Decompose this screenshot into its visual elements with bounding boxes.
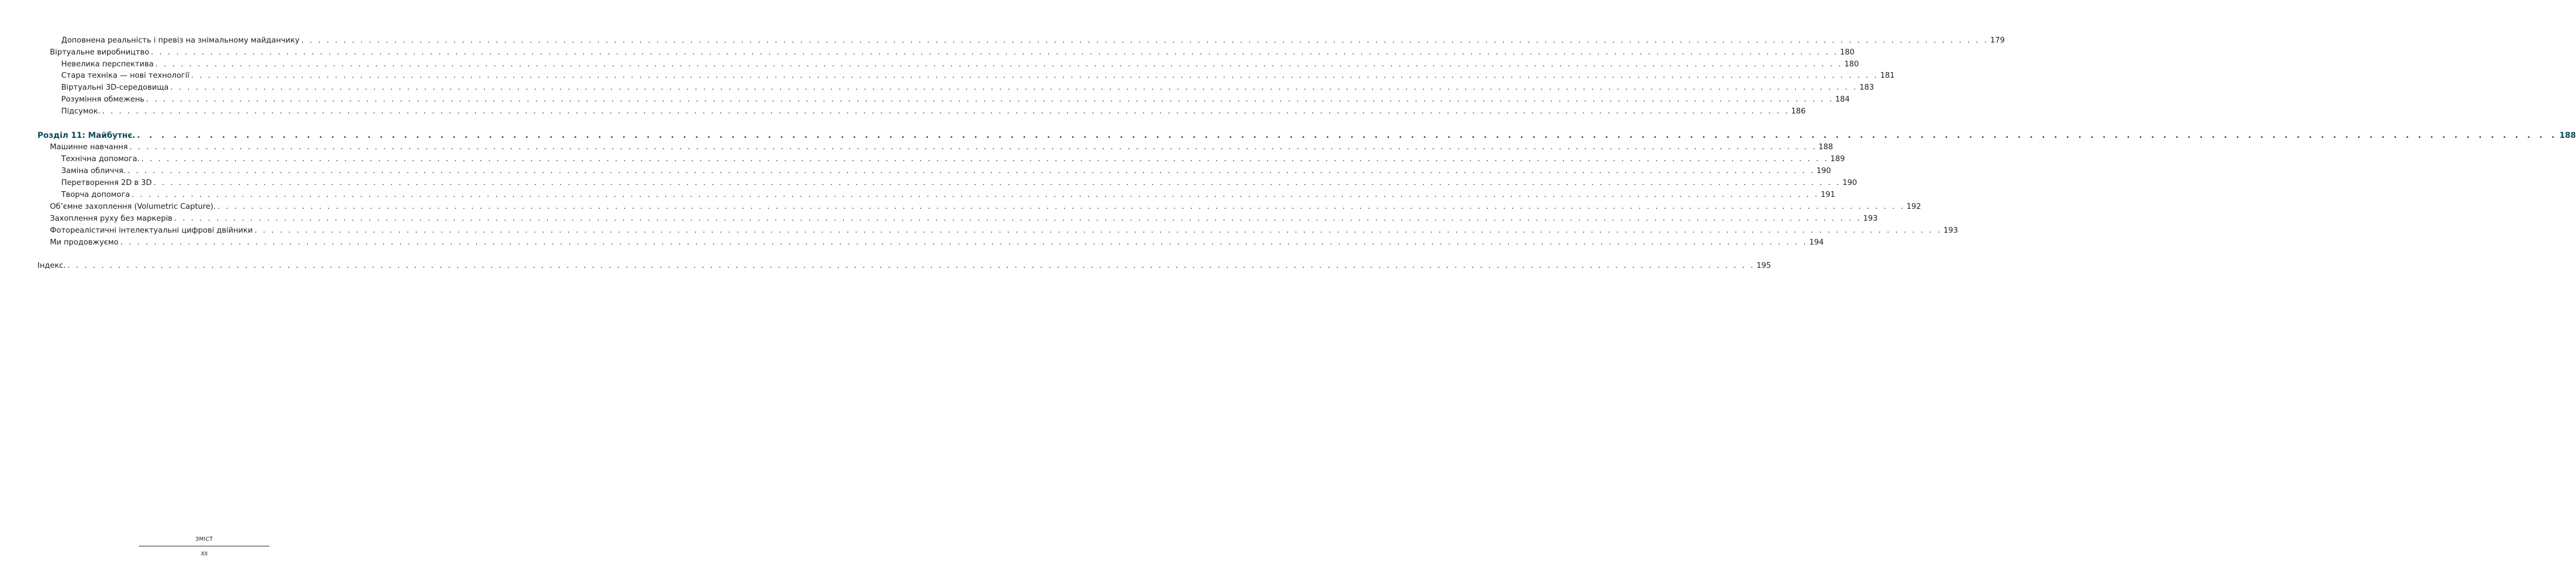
- toc-leader-dots: . . . . . . . . . . . . . . . . . . . . . . . . . . . . . . . . . . . . . . . . . . . . . . . . . . . . . . . . . . . . . . . . . . . . . . . . . . . . . . . . . . . . . . . . . . . . . . . . . . . . . . . . . . . . . . . . . . . . . . . . . . . . . . . . . . . . . . . . . . . . . . . . . . . . . . . . . . . . . . . . . . . . . . . . . . . . . . . . . . . . . . . . . . . . . . . . . . . . . . . .: [146, 95, 1834, 104]
- toc-entry[interactable]: [37, 260, 1771, 272]
- toc-leader-dots: . . . . . . . . . . . . . . . . . . . . . . . . . . . . . . . . . . . . . . . . . . . . . . . . . . . . . . . . . . . . . . . . . . . . . . . . . . . . . . . . . . . . . . . . . . . . . . . . . . . . . . . . . . . . . . . . . . . . . . . . . . . . . . . . . . . . . . . . . . . . . . . . . . . . . . . . . . . . . . . . . . . . . . . . . . . . . . . . . . . . . . . . . . . . . . . . . . . . . . . .: [102, 107, 1790, 116]
- toc-entry-title: Індекс.: [37, 262, 66, 270]
- running-footer-section: ЗМІСТ: [195, 536, 213, 542]
- toc-entry-page: 190: [1842, 179, 1857, 187]
- toc-entry-page: 194: [1809, 238, 1824, 247]
- toc-leader-dots: . . . . . . . . . . . . . . . . . . . . . . . . . . . . . . . . . . . . . . . . . . . . . . . . . . . . . . . . . . . . . . . . . . . . . . . . . . . . . . . . . . . . . . . . . . . . . . . . . . . . . . . . . . . . . . . . . . . . . . . . . . . . . . . . . . . . . . . . . . . . . . . . . . . . . . . . . . . . . . . . . . . . . . . . . . . . . . . . . . . . . . . . . . . . . . . . . . . . . . . .: [155, 60, 1843, 69]
- toc-entry[interactable]: [61, 35, 2005, 47]
- toc-entry-title: Фотореалістичні інтелектуальні цифрові двійники: [50, 226, 253, 235]
- toc-entry-title: Доповнена реальність і превіз на знімальному майданчику: [61, 36, 300, 45]
- toc-entry-title: Стара техніка — нові технології: [61, 71, 189, 80]
- toc-entry-page: 181: [1880, 71, 1895, 80]
- toc-entry-title: Творча допомога: [61, 191, 130, 199]
- toc-entry-page: 189: [1830, 155, 1845, 163]
- toc-leader-dots: . . . . . . . . . . . . . . . . . . . . . . . . . . . . . . . . . . . . . . . . . . . . . . . . . . . . . . . . . . . . . . . . . . . . . . . . . . . . . . . . . . . . . . . . . . . . . . . . . . . . . . . . . . . . . . . . . . . . . . . . . . . . . . . . . . . . . . . . . . . . . . . . . . . . . . . . . . . . . . . . . . . . . . . . . . . . . . . . . . . . . . . . . . . . . . . . . . . . . . . .: [153, 179, 1841, 187]
- toc-entry-page: 184: [1835, 95, 1850, 104]
- toc-entry[interactable]: [50, 47, 1855, 58]
- toc-leader-dots: . . . . . . . . . . . . . . . . . . . . . . . . . . . . . . . . . . . . . . . . . . . . . . . . . . . . . . . . . . . . . . . . . . . . . . . . . . . . . . . . . . . . . . . . . . . . . . . . . . . . . . . . . . . . . . . . . . . . . . . . . . . . . . . . . . . . . . . . . . . . . . . . . . . . . . . . . . . . . . . . . . . . . . . . . . . . . . . . . . . . . . . . . . . . . . . . . . . . . . . .: [301, 36, 1989, 45]
- toc-entry[interactable]: [61, 106, 1806, 117]
- toc-leader-dots: . . . . . . . . . . . . . . . . . . . . . . . . . . . . . . . . . . . . . . . . . . . . . . . . . . . . . . . . . . . . . . . . . . . . . . . . . . . . . . . . . . . . . . . . . . . . . . . . . . . . . . . . . . . . . . . . . . . . . . . . . . . . . . . . . . . . . . . . . . . . . . . . . . . . . . . . . . . . . . . . . . . . . . . . . . . . . . . . . . . . . . . . . . . . . . . . . . . . . . . .: [129, 143, 1817, 151]
- toc-leader-dots: . . . . . . . . . . . . . . . . . . . . . . . . . . . . . . . . . . . . . . . . . . . . . . . . . . . . . . . . . . . . . . . . . . . . . . . . . . . . . . . . . . . . . . . . . . . . . . . . . . . . . . . . . . . . . . . . . . . . . . . . . . . . . . . . . . . . . . . . . . . . . . . . . . . . . . . . . . . . . . . . . . . . . . . . . . . . . . . . . . . . . . . . . . . . . . . . . . . . . . . .: [67, 262, 1755, 270]
- toc-leader-dots: . . . . . . . . . . . . . . . . . . . . . . . . . . . . . . . . . . . . . . . . . . . . . . . . . . . . . . . . . . . . . . . . . . . . . . . . . . . . . . . . . . . . . . . . . . . . . . . . . . . . . . . . . . . . . . . . . . . . . . . . . . . . . . . . . . . . . . . . . . . . . . . . . . . . . . . . . . . . . . . . . . . . . . . . . . . . . . . . . . . . . . . . . . . . . . . . . . . . . . . .: [217, 203, 1905, 211]
- toc-entry-title: Невелика перспектива: [61, 60, 154, 69]
- toc-entry[interactable]: [61, 59, 1859, 70]
- toc-entry[interactable]: [50, 142, 1833, 153]
- toc-chapter-entry[interactable]: [37, 130, 2576, 141]
- toc-chapter-title: Розділ 11: Майбутнє.: [37, 131, 136, 140]
- toc-entry[interactable]: [61, 82, 1874, 94]
- toc-entry[interactable]: [61, 70, 1895, 82]
- toc-entry-title: Технічна допомога.: [61, 155, 140, 163]
- toc-entry-title: Захоплення руху без маркерів: [50, 214, 172, 223]
- toc-leader-dots: . . . . . . . . . . . . . . . . . . . . . . . . . . . . . . . . . . . . . . . . . . . . . . . . . . . . . . . . . . . . . . . . . . . . . . . . . . . . . . . . . . . . . . . . . . . . . . . . . . . . . . . . . . . . . . . . . . . . . . . . . . . . . . . . . . . . . . . . . . . . . . . . . . . . . . . . . . . . . . . . . . . . . . . . . . . . . . . . . . . . . . . . . . . . . . . . . . . . . . . .: [174, 214, 1862, 223]
- toc-leader-dots: . . . . . . . . . . . . . . . . . . . . . . . . . . . . . . . . . . . . . . . . . . . . . . . . . . . . . . . . . . . . . . . . . . . . . . . . . . . . . . . . . . . . . . . . . . . . . . . . . . . . . . . . . . . . . . . . . . . . . . . . . . . . . . . . . . . . . . . . . . . . . . . . . . . . . . . . . . . . . . . . . . . . . . . . . . . . . . . . . . . . . . . . . . . . . . . . . . . . . . . .: [151, 48, 1839, 57]
- toc-entry[interactable]: [50, 201, 1922, 213]
- toc-entry-page: 193: [1943, 226, 1958, 235]
- toc-entry-page: 186: [1791, 107, 1806, 116]
- toc-leader-dots: . . . . . . . . . . . . . . . . . . . . . . . . . . . . . . . . . . . . . . . . . . . . . . . . . . . . . . . . . . . . . . . . . . . . . . . . . . . . . . . . . . . . . . . . . . . . . . . . . . . . . . . . . . . . . . . . . . . . . . . . . . . . . . . . . . . . . . . . . . . . . . . . . . . . . . . . . . . . . . . . . . . . . . . . . . . . . . . . . . . . . . . . . . . . . . . . . . . . . . . .: [141, 155, 1829, 163]
- toc-entry[interactable]: [61, 94, 1850, 106]
- toc-entry-title: Підсумок.: [61, 107, 100, 116]
- toc-entry-page: 191: [1821, 191, 1835, 199]
- toc-entry[interactable]: [61, 178, 1857, 189]
- toc-leader-dots: . . . . . . . . . . . . . . . . . . . . . . . . . . . . . . . . . . . . . . . . . . . . . . . . . . . . . . . . . . . . . . . . . . . . . . . . . . . . . . . . . . . . . . . . . . . . . . . . . . . . . . . . . . . . . . . . . . . . . . . . . . . . . . . . . . . . . . . . . . . . . . . . . . . . . . . . . . . . . . . . . . . . . . . . . . . . . . . . . . . . . . . . . . . . . . . . . . . . . . . .: [137, 131, 2558, 140]
- toc-leader-dots: . . . . . . . . . . . . . . . . . . . . . . . . . . . . . . . . . . . . . . . . . . . . . . . . . . . . . . . . . . . . . . . . . . . . . . . . . . . . . . . . . . . . . . . . . . . . . . . . . . . . . . . . . . . . . . . . . . . . . . . . . . . . . . . . . . . . . . . . . . . . . . . . . . . . . . . . . . . . . . . . . . . . . . . . . . . . . . . . . . . . . . . . . . . . . . . . . . . . . . . .: [132, 191, 1819, 199]
- toc-entry[interactable]: [50, 213, 1878, 225]
- toc-leader-dots: . . . . . . . . . . . . . . . . . . . . . . . . . . . . . . . . . . . . . . . . . . . . . . . . . . . . . . . . . . . . . . . . . . . . . . . . . . . . . . . . . . . . . . . . . . . . . . . . . . . . . . . . . . . . . . . . . . . . . . . . . . . . . . . . . . . . . . . . . . . . . . . . . . . . . . . . . . . . . . . . . . . . . . . . . . . . . . . . . . . . . . . . . . . . . . . . . . . . . . . .: [127, 167, 1815, 175]
- toc-entry-title: Розуміння обмежень: [61, 95, 145, 104]
- toc-entry-page: 190: [1816, 167, 1831, 175]
- toc-entry[interactable]: [61, 154, 1845, 165]
- toc-entry[interactable]: [50, 225, 1958, 237]
- toc-entry-title: Віртуальні 3D-середовища: [61, 83, 169, 92]
- toc-chapter-page: 188: [2559, 131, 2576, 140]
- toc-entry-page: 192: [1906, 203, 1922, 211]
- toc-entry-page: 183: [1859, 83, 1874, 92]
- toc-entry-title: Ми продовжуємо: [50, 238, 119, 247]
- toc-entry-page: 195: [1756, 262, 1771, 270]
- toc-entry-title: Об’ємне захоплення (Volumetric Capture).: [50, 203, 216, 211]
- toc-entry[interactable]: [50, 237, 1824, 249]
- toc-entry-title: Машинне навчання: [50, 143, 128, 151]
- toc-leader-dots: . . . . . . . . . . . . . . . . . . . . . . . . . . . . . . . . . . . . . . . . . . . . . . . . . . . . . . . . . . . . . . . . . . . . . . . . . . . . . . . . . . . . . . . . . . . . . . . . . . . . . . . . . . . . . . . . . . . . . . . . . . . . . . . . . . . . . . . . . . . . . . . . . . . . . . . . . . . . . . . . . . . . . . . . . . . . . . . . . . . . . . . . . . . . . . . . . . . . . . . .: [120, 238, 1808, 247]
- toc-entry[interactable]: [61, 190, 1835, 201]
- toc-entry-page: 180: [1840, 48, 1855, 57]
- toc-entry-title: Заміна обличчя.: [61, 167, 126, 175]
- toc-entry-page: 193: [1863, 214, 1878, 223]
- toc-entry-title: Перетворення 2D в 3D: [61, 179, 152, 187]
- toc-entry-page: 179: [1990, 36, 2005, 45]
- toc-entry-page: 188: [1818, 143, 1833, 151]
- toc-leader-dots: . . . . . . . . . . . . . . . . . . . . . . . . . . . . . . . . . . . . . . . . . . . . . . . . . . . . . . . . . . . . . . . . . . . . . . . . . . . . . . . . . . . . . . . . . . . . . . . . . . . . . . . . . . . . . . . . . . . . . . . . . . . . . . . . . . . . . . . . . . . . . . . . . . . . . . . . . . . . . . . . . . . . . . . . . . . . . . . . . . . . . . . . . . . . . . . . . . . . . . . .: [254, 226, 1942, 235]
- toc-entry-title: Віртуальне виробництво: [50, 48, 150, 57]
- toc-leader-dots: . . . . . . . . . . . . . . . . . . . . . . . . . . . . . . . . . . . . . . . . . . . . . . . . . . . . . . . . . . . . . . . . . . . . . . . . . . . . . . . . . . . . . . . . . . . . . . . . . . . . . . . . . . . . . . . . . . . . . . . . . . . . . . . . . . . . . . . . . . . . . . . . . . . . . . . . . . . . . . . . . . . . . . . . . . . . . . . . . . . . . . . . . . . . . . . . . . . . . . . .: [191, 71, 1879, 80]
- toc-leader-dots: . . . . . . . . . . . . . . . . . . . . . . . . . . . . . . . . . . . . . . . . . . . . . . . . . . . . . . . . . . . . . . . . . . . . . . . . . . . . . . . . . . . . . . . . . . . . . . . . . . . . . . . . . . . . . . . . . . . . . . . . . . . . . . . . . . . . . . . . . . . . . . . . . . . . . . . . . . . . . . . . . . . . . . . . . . . . . . . . . . . . . . . . . . . . . . . . . . . . . . . .: [170, 83, 1858, 92]
- page-number: XII: [200, 551, 208, 557]
- toc-entry[interactable]: [61, 166, 1831, 177]
- toc-entry-page: 180: [1844, 60, 1859, 69]
